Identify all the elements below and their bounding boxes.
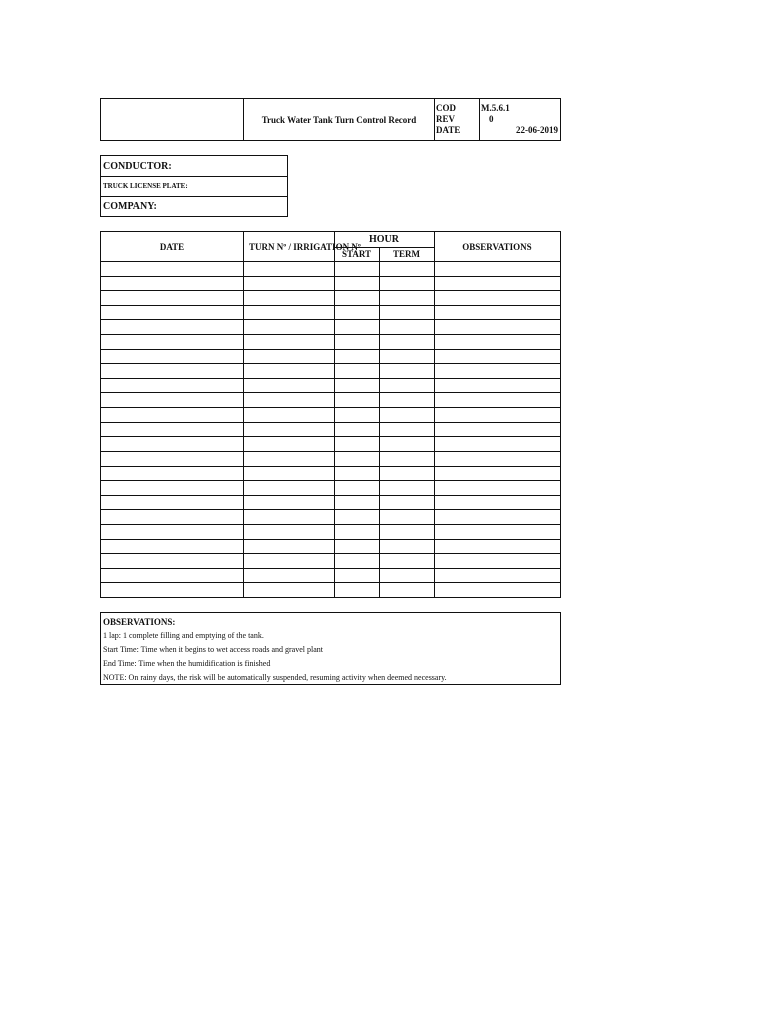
table-row[interactable]	[101, 261, 560, 276]
term-column-header: TERM	[393, 249, 420, 259]
observations-column-header: OBSERVATIONS	[462, 241, 532, 252]
table-row[interactable]	[101, 392, 560, 407]
table-row[interactable]	[101, 553, 560, 568]
table-row[interactable]	[101, 509, 560, 524]
document-header	[100, 98, 561, 141]
table-row[interactable]	[101, 582, 560, 597]
table-row[interactable]	[101, 363, 560, 378]
table-row[interactable]	[101, 524, 560, 539]
table-row[interactable]	[101, 276, 560, 291]
notes-heading: OBSERVATIONS:	[103, 617, 176, 627]
table-row[interactable]	[101, 539, 560, 554]
table-row[interactable]	[101, 290, 560, 305]
table-row[interactable]	[101, 349, 560, 364]
start-column-header: START	[341, 249, 372, 259]
hour-column-header: HOUR	[369, 234, 399, 245]
note-line: 1 lap: 1 complete filling and emptying of the tank.	[103, 631, 264, 640]
table-row[interactable]	[101, 319, 560, 334]
observations-notes	[100, 612, 561, 685]
company-label: COMPANY:	[103, 200, 157, 212]
rev-value: 0	[489, 114, 494, 124]
table-row[interactable]	[101, 422, 560, 437]
table-row[interactable]	[101, 378, 560, 393]
turn-column-header: TURN Nº / IRRIGATION Nº	[249, 241, 361, 252]
header-divider	[479, 99, 480, 140]
license-plate-label: TRUCK LICENSE PLATE:	[103, 182, 188, 190]
date-column-header: DATE	[159, 241, 185, 252]
rev-label: REV	[436, 114, 456, 124]
table-row[interactable]	[101, 495, 560, 510]
turn-log-table	[100, 231, 561, 598]
table-row[interactable]	[101, 568, 560, 583]
license-plate-field[interactable]	[101, 176, 287, 197]
conductor-field[interactable]	[101, 156, 287, 177]
cod-value: M.5.6.1	[481, 103, 510, 113]
note-line: End Time: Time when the humidification is finished	[103, 659, 271, 668]
note-line: NOTE: On rainy days, the risk will be automatically suspended, resuming activity when deemed necessary.	[103, 673, 447, 682]
table-row[interactable]	[101, 305, 560, 320]
table-row[interactable]	[101, 451, 560, 466]
conductor-label: CONDUCTOR:	[103, 160, 172, 172]
note-line: Start Time: Time when it begins to wet access roads and gravel plant	[103, 645, 323, 654]
cod-label: COD	[436, 103, 456, 113]
table-row[interactable]	[101, 407, 560, 422]
header-divider	[434, 99, 435, 140]
table-row[interactable]	[101, 334, 560, 349]
company-field[interactable]	[101, 196, 287, 216]
driver-info-box	[100, 155, 288, 217]
document-title: Truck Water Tank Turn Control Record	[261, 114, 417, 125]
table-row[interactable]	[101, 480, 560, 495]
table-row[interactable]	[101, 466, 560, 481]
table-row[interactable]	[101, 436, 560, 451]
date-label: DATE	[436, 125, 461, 135]
date-value: 22-06-2019	[516, 125, 558, 135]
